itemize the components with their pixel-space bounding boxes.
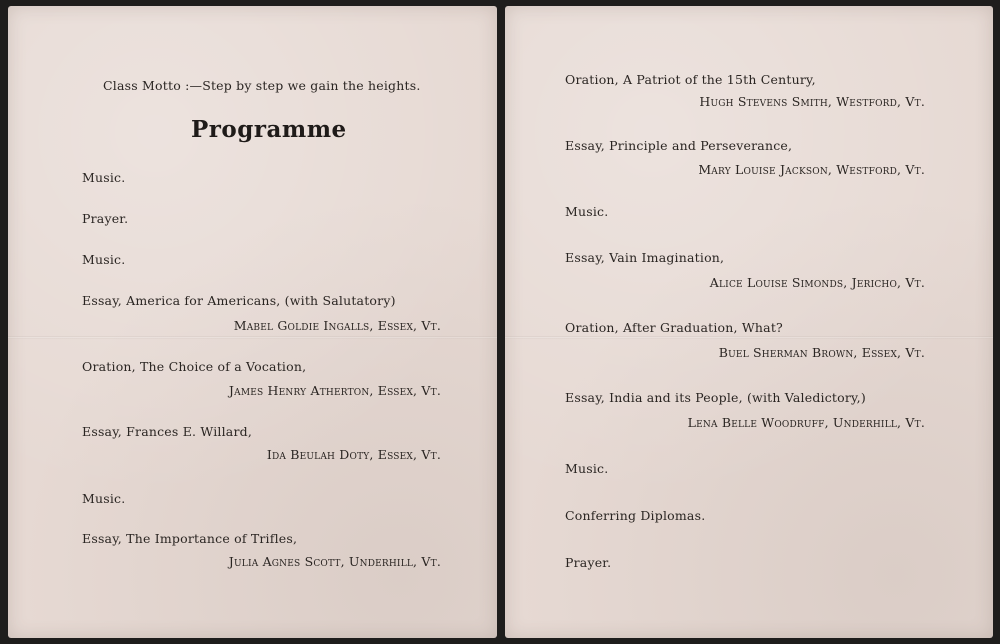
speaker-name: Buel Sherman Brown, Essex, Vt. <box>718 345 925 360</box>
paper-fold <box>505 336 993 339</box>
program-item: Prayer. <box>82 211 129 226</box>
left-page <box>8 6 497 638</box>
program-item: Music. <box>82 491 126 506</box>
program-item: Music. <box>82 252 126 267</box>
program-item: Oration, After Graduation, What? <box>565 320 783 335</box>
program-item: Prayer. <box>565 555 612 570</box>
program-item: Essay, Frances E. Willard, <box>82 424 252 439</box>
program-item: Oration, A Patriot of the 15th Century, <box>565 72 816 87</box>
program-item: Conferring Diplomas. <box>565 508 706 523</box>
program-item: Oration, The Choice of a Vocation, <box>82 359 307 374</box>
program-item: Essay, India and its People, (with Valedictory,) <box>565 390 866 405</box>
speaker-name: Mabel Goldie Ingalls, Essex, Vt. <box>233 318 441 333</box>
paper-fold <box>8 336 497 339</box>
speaker-name: Julia Agnes Scott, Underhill, Vt. <box>228 554 441 569</box>
program-item: Music. <box>565 461 609 476</box>
speaker-name: Mary Louise Jackson, Westford, Vt. <box>698 162 925 177</box>
right-page <box>505 6 993 638</box>
programme-title: Programme <box>191 116 347 143</box>
speaker-name: Lena Belle Woodruff, Underhill, Vt. <box>687 415 925 430</box>
class-motto: Class Motto :—Step by step we gain the heights. <box>103 78 421 93</box>
program-item: Essay, Vain Imagination, <box>565 250 725 265</box>
speaker-name: Alice Louise Simonds, Jericho, Vt. <box>709 275 925 290</box>
speaker-name: Hugh Stevens Smith, Westford, Vt. <box>699 94 925 109</box>
program-item: Essay, Principle and Perseverance, <box>565 138 793 153</box>
program-item: Essay, America for Americans, (with Salutatory) <box>82 293 396 308</box>
program-item: Essay, The Importance of Trifles, <box>82 531 298 546</box>
speaker-name: Ida Beulah Doty, Essex, Vt. <box>266 447 441 462</box>
program-item: Music. <box>565 204 609 219</box>
speaker-name: James Henry Atherton, Essex, Vt. <box>228 383 441 398</box>
program-item: Music. <box>82 170 126 185</box>
